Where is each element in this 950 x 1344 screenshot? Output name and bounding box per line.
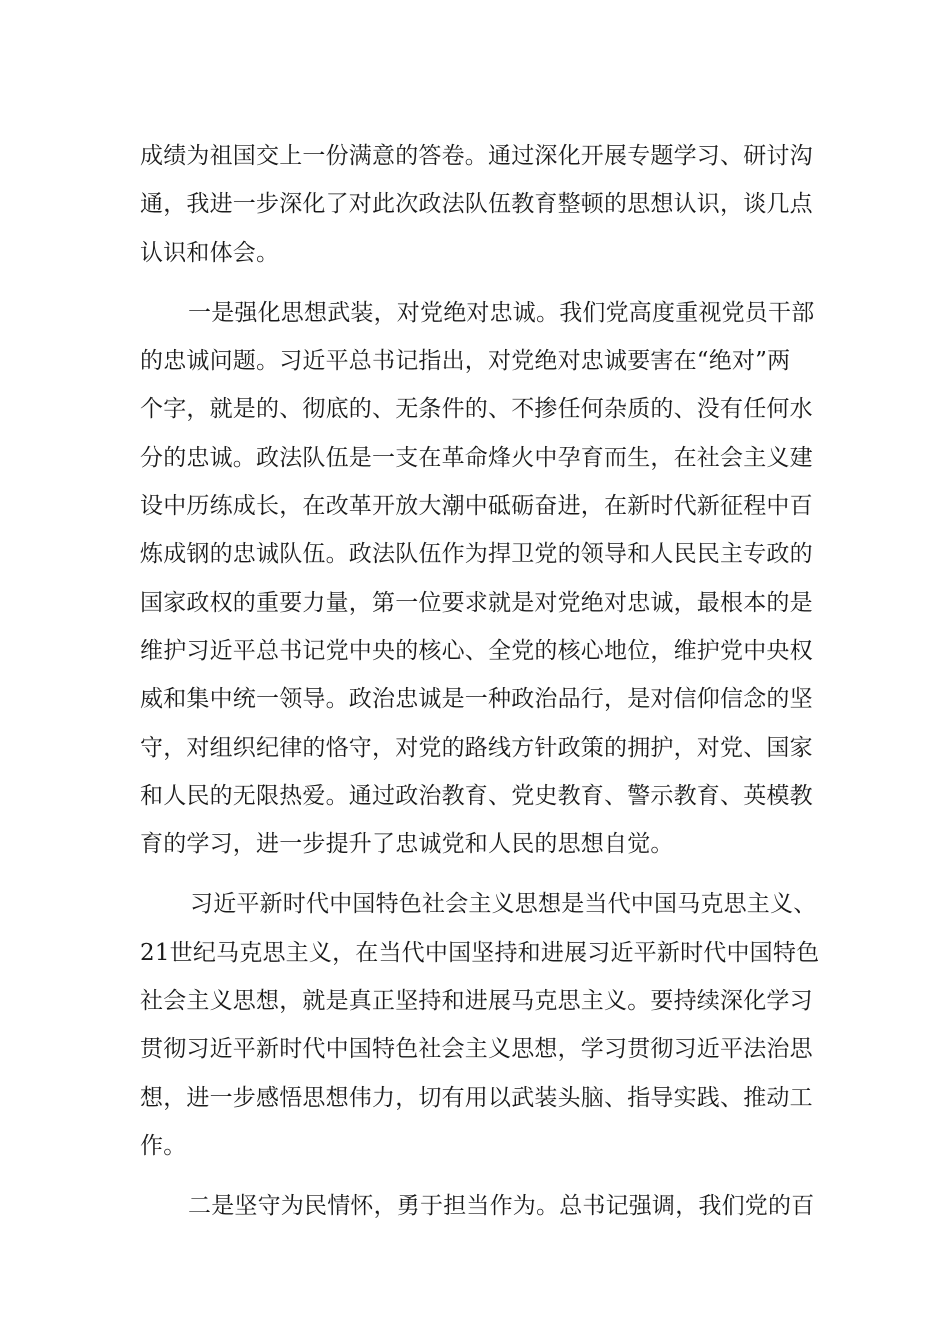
text-line: 国家政权的重要力量，第一位要求就是对党绝对忠诚，最根本的是 <box>140 589 813 616</box>
text-line: 守，对组织纪律的恪守，对党的路线方针政策的拥护，对党、国家 <box>140 734 813 761</box>
text-line: 分的忠诚。政法队伍是一支在革命烽火中孕育而生，在社会主义建 <box>140 444 813 471</box>
text-line: 习近平新时代中国特色社会主义思想是当代中国马克思主义、 <box>190 891 817 918</box>
text-line: 社会主义思想，就是真正坚持和进展马克思主义。要持续深化学习 <box>140 988 813 1015</box>
text-line: 炼成钢的忠诚队伍。政法队伍作为捍卫党的领导和人民民主专政的 <box>140 541 813 568</box>
text-line: 和人民的无限热爱。通过政治教育、党史教育、警示教育、英模教 <box>140 782 813 809</box>
text-line: 育的学习，进一步提升了忠诚党和人民的思想自觉。 <box>140 831 674 858</box>
text-line: 通，我进一步深化了对此次政法队伍教育整顿的思想认识，谈几点 <box>140 191 813 218</box>
text-line: 威和集中统一领导。政治忠诚是一种政治品行，是对信仰信念的坚 <box>140 686 813 713</box>
text-line: 一是强化思想武装，对党绝对忠诚。我们党高度重视党员干部 <box>188 299 815 326</box>
text-line: 个字，就是的、彻底的、无条件的、不掺任何杂质的、没有任何水 <box>140 396 813 423</box>
text-line: 设中历练成长，在改革开放大潮中砥砺奋进，在新时代新征程中百 <box>140 493 813 520</box>
paragraph-thought <box>140 880 820 1170</box>
text-line: 的忠诚问题。习近平总书记指出，对党绝对忠诚要害在“绝对”两 <box>140 348 791 375</box>
text-line: 作。 <box>140 1132 187 1159</box>
text-line: 想，进一步感悟思想伟力，切有用以武装头脑、指导实践、推动工 <box>140 1084 813 1111</box>
text-line: 维护习近平总书记党中央的核心、全党的核心地位，维护党中央权 <box>140 637 813 664</box>
document-body <box>140 132 820 1243</box>
text-line: 二是坚守为民情怀，勇于担当作为。总书记强调，我们党的百 <box>188 1193 815 1220</box>
paragraph-intro-continuation <box>140 132 820 277</box>
paragraph-point-two <box>140 1182 820 1230</box>
text-line: 成绩为祖国交上一份满意的答卷。通过深化开展专题学习、研讨沟 <box>140 143 813 169</box>
text-line: 贯彻习近平新时代中国特色社会主义思想，学习贯彻习近平法治思 <box>140 1036 813 1063</box>
text-line: 认识和体会。 <box>140 239 280 266</box>
paragraph-point-one <box>140 289 820 869</box>
text-line: 21世纪马克思主义，在当代中国坚持和进展习近平新时代中国特色 <box>140 939 820 966</box>
